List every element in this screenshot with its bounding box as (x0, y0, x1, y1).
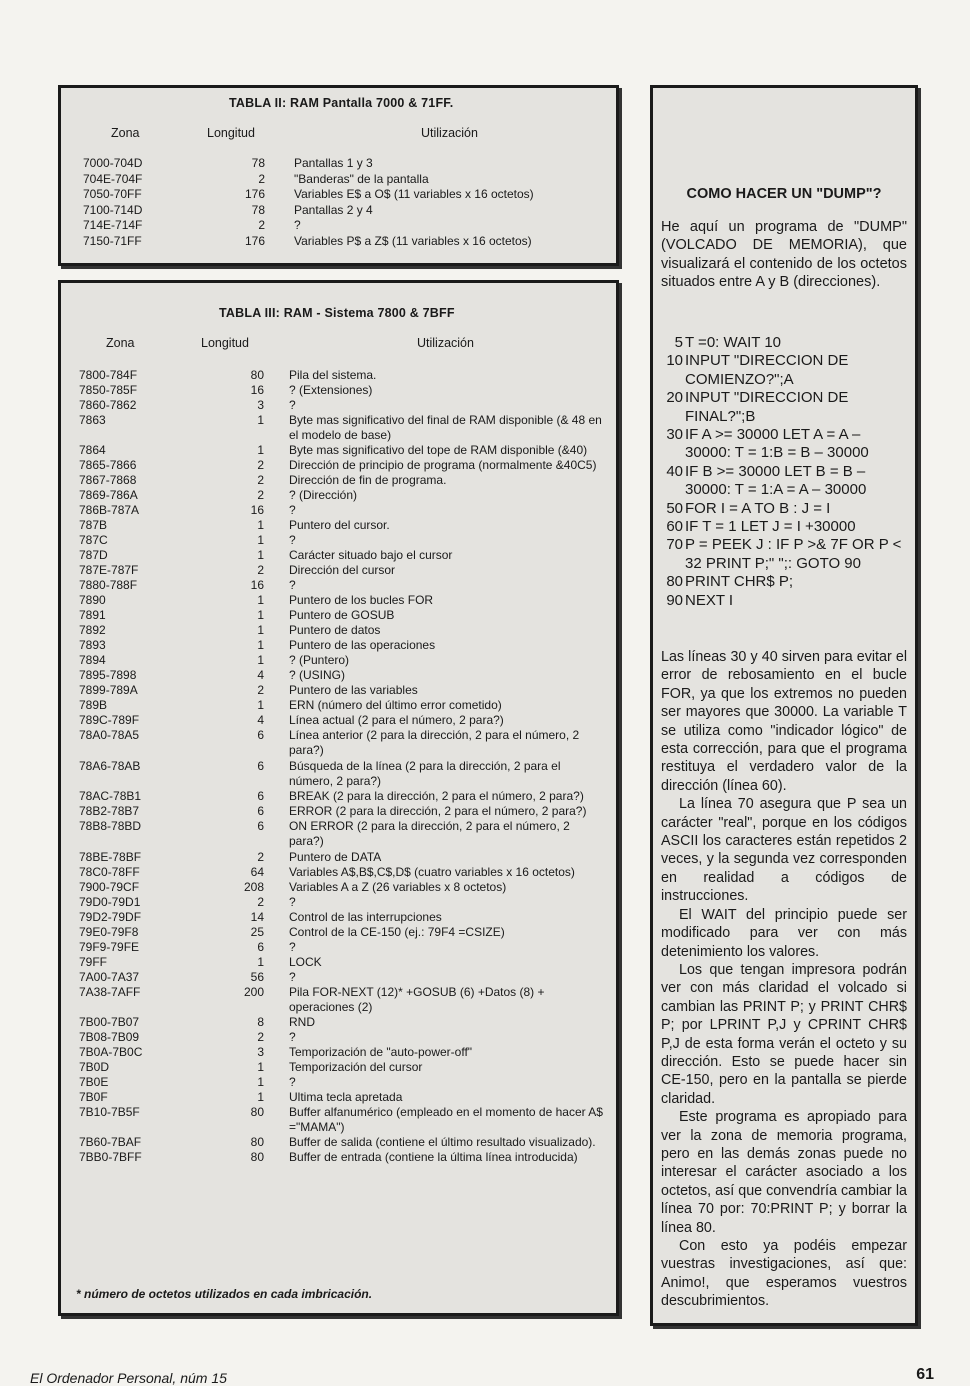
table-row (61, 984, 611, 1014)
sidebar-paragraph: El WAIT del principio puede ser modificado para ver con más detenimiento los valores. (661, 906, 907, 960)
row-utilizacion: ON ERROR (2 para la dirección, 2 para el número, 2 para?) (289, 819, 570, 849)
row-longitud: 3 (257, 398, 264, 412)
row-utilizacion: Línea actual (2 para el número, 2 para?) (289, 713, 504, 728)
row-longitud: 78 (251, 202, 265, 217)
row-utilizacion: Buffer de entrada (contiene la última línea introducida) (289, 1150, 578, 1165)
code-line-text: T =0: WAIT 10 (685, 334, 782, 351)
row-zona: 79FF (79, 954, 108, 969)
row-zona: 7100-714D (83, 202, 143, 217)
code-line-text: P = PEEK J : IF P >& 7F OR P < 32 PRINT P;" ";: GOTO 90 (685, 536, 902, 572)
table-row (61, 1075, 611, 1090)
row-zona: 789C-789F (79, 713, 140, 728)
table-row (61, 156, 611, 171)
row-longitud: 80 (250, 1135, 264, 1150)
row-longitud: 4 (257, 668, 264, 683)
row-longitud: 6 (257, 804, 264, 819)
row-utilizacion: ? (Dirección) (289, 488, 358, 503)
code-line (661, 389, 907, 426)
code-line-text: INPUT "DIRECCION DE FINAL?";B (685, 389, 849, 425)
row-utilizacion: Puntero de GOSUB (289, 608, 395, 623)
table-row (61, 1150, 611, 1165)
row-longitud: 2 (257, 473, 264, 488)
row-utilizacion: ? (294, 218, 301, 232)
row-zona: 7B0A-7B0C (79, 1045, 143, 1059)
row-utilizacion: Pila FOR-NEXT (12)* +GOSUB (6) +Datos (8) + operaciones (2) (289, 984, 545, 1014)
row-utilizacion: Byte mas significativo del final de RAM disponible (& 48 en el modelo de base) (289, 413, 602, 442)
basic-code-listing (661, 334, 907, 610)
row-zona: 787D (79, 548, 108, 563)
sidebar-body (661, 648, 907, 1311)
row-utilizacion: Buffer alfanumérico (empleado en el momento de hacer A$ ="MAMA") (289, 1105, 603, 1134)
table-row (61, 488, 611, 503)
magazine-footer: El Ordenador Personal, núm 15 (30, 1370, 227, 1386)
row-zona: 7864 (79, 443, 106, 458)
table-2-header-longitud: Longitud (207, 126, 255, 140)
row-longitud: 2 (257, 894, 264, 909)
row-zona: 7A38-7AFF (79, 984, 141, 999)
row-longitud: 3 (257, 1045, 264, 1059)
table-row (61, 1090, 611, 1105)
row-zona: 79E0-79F8 (79, 924, 139, 939)
row-longitud: 1 (257, 608, 264, 623)
table-row (61, 533, 611, 548)
table-row (61, 758, 611, 788)
code-line (661, 352, 907, 389)
table-row (61, 578, 611, 593)
row-longitud: 6 (257, 789, 264, 804)
row-utilizacion: Temporización de "auto-power-off" (289, 1045, 473, 1059)
table-row (61, 895, 611, 910)
code-line-number: 20 (666, 389, 683, 407)
row-longitud: 4 (257, 713, 264, 728)
row-zona: 7150-71FF (83, 233, 142, 248)
row-utilizacion: ? (Extensiones) (289, 383, 373, 397)
table-row (61, 593, 611, 608)
table-row (61, 865, 611, 880)
row-zona: 78AC-78B1 (79, 789, 142, 804)
row-longitud: 56 (250, 969, 264, 984)
row-longitud: 78 (251, 156, 265, 170)
table-row (61, 413, 611, 442)
row-longitud: 176 (244, 233, 265, 248)
row-utilizacion: "Banderas" de la pantalla (294, 171, 429, 186)
code-line-number: 70 (666, 536, 683, 554)
code-line (661, 426, 907, 463)
table-row (61, 473, 611, 488)
row-longitud: 16 (250, 383, 264, 397)
table-row (61, 668, 611, 683)
row-longitud: 6 (257, 758, 264, 773)
row-zona: 7867-7868 (79, 473, 137, 488)
row-longitud: 14 (250, 909, 264, 924)
table-row (61, 804, 611, 819)
row-utilizacion: Variables A$,B$,C$,D$ (cuatro variables x 16 octetos) (289, 864, 575, 879)
code-line-number: 60 (666, 518, 683, 536)
table-2-header-zona: Zona (111, 126, 140, 140)
row-utilizacion: Puntero del cursor. (289, 518, 390, 533)
code-line (661, 334, 907, 352)
row-longitud: 64 (250, 864, 264, 879)
row-utilizacion: Dirección de fin de programa. (289, 473, 447, 488)
row-utilizacion: BREAK (2 para la dirección, 2 para el número, 2 para?) (289, 789, 584, 804)
row-zona: 7000-704D (83, 156, 143, 170)
table-row (61, 910, 611, 925)
code-line-number: 40 (666, 462, 683, 480)
row-zona: 7BB0-7BFF (79, 1150, 142, 1165)
row-zona: 7B60-7BAF (79, 1135, 142, 1150)
row-utilizacion: ? (289, 1030, 296, 1044)
row-longitud: 176 (244, 187, 265, 201)
row-utilizacion: Variables A a Z (26 variables x 8 octetos) (289, 879, 507, 894)
row-utilizacion: Control de las interrupciones (289, 909, 442, 924)
table-row (61, 503, 611, 518)
table-row (61, 368, 611, 383)
table-row (61, 970, 611, 985)
table-row (61, 608, 611, 623)
table-3-header-zona: Zona (106, 336, 135, 350)
table-row (61, 383, 611, 398)
row-zona: 7900-79CF (79, 879, 140, 894)
row-longitud: 80 (250, 1105, 264, 1119)
code-line-text: FOR I = A TO B : J = I (685, 499, 831, 517)
row-longitud: 1 (257, 533, 264, 548)
row-longitud: 1 (257, 443, 264, 458)
row-utilizacion: ERROR (2 para la dirección, 2 para el número, 2 para?) (289, 804, 587, 819)
row-longitud: 1 (257, 518, 264, 533)
row-utilizacion: ? (289, 969, 296, 984)
row-zona: 789B (79, 698, 108, 713)
row-longitud: 1 (257, 1090, 264, 1104)
row-zona: 787E-787F (79, 563, 139, 578)
row-longitud: 6 (257, 819, 264, 834)
row-utilizacion: Control de la CE-150 (ej.: 79F4 =CSIZE) (289, 924, 505, 939)
row-longitud: 1 (257, 413, 264, 427)
table-3-header-longitud: Longitud (201, 336, 249, 350)
row-longitud: 80 (250, 368, 264, 382)
sidebar-paragraph: Este programa es apropiado para ver la zona de memoria programa, pero en las demás zonas puede no interesar el carácter asociado a los octetos, así que convendría cambiar la línea 70 por: 70:PRINT P; y borrar la línea 80. (661, 1109, 907, 1236)
table-row (61, 819, 611, 849)
table-3-header-uso: Utilización (417, 336, 474, 350)
row-longitud: 2 (257, 1030, 264, 1044)
table-row (61, 653, 611, 668)
row-utilizacion: ? (289, 578, 296, 593)
table-row (61, 1060, 611, 1075)
table-row (61, 518, 611, 533)
table-row (61, 1045, 611, 1060)
row-utilizacion: ERN (número del último error cometido) (289, 698, 502, 713)
code-line (661, 518, 907, 536)
row-longitud: 2 (258, 218, 265, 232)
table-row (61, 172, 611, 187)
table-row (61, 955, 611, 970)
table-row (61, 623, 611, 638)
row-longitud: 2 (257, 563, 264, 578)
row-zona: 7860-7862 (79, 398, 137, 412)
row-utilizacion: Puntero de las operaciones (289, 638, 436, 653)
row-longitud: 2 (257, 683, 264, 698)
row-zona: 7869-786A (79, 488, 138, 503)
table-row (61, 563, 611, 578)
code-line-number: 30 (666, 426, 683, 444)
row-longitud: 2 (258, 171, 265, 186)
row-utilizacion: ? (289, 398, 296, 412)
table-row (61, 443, 611, 458)
row-longitud: 1 (257, 623, 264, 638)
code-line (661, 463, 907, 500)
table-row (61, 880, 611, 895)
row-utilizacion: Puntero de datos (289, 623, 381, 638)
sidebar-paragraph: Las líneas 30 y 40 sirven para evitar el error de rebosamiento en el bucle FOR, ya que los extremos no pueden ser mayores que 30000. La variable T se utiliza como "indicador lógico" de esta corrección, para que el programa restituya el verdadero valor de la dirección (línea 60). (661, 649, 907, 794)
code-line-number: 5 (674, 334, 683, 351)
row-utilizacion: Línea anterior (2 para la dirección, 2 para el número, 2 para?) (289, 728, 580, 758)
row-zona: 78B2-78B7 (79, 804, 140, 819)
row-zona: 78B8-78BD (79, 819, 142, 834)
table-row (61, 1030, 611, 1045)
code-line-text: NEXT I (685, 591, 734, 609)
code-line (661, 536, 907, 573)
code-line (661, 592, 907, 610)
row-zona: 7B08-7B09 (79, 1030, 140, 1044)
row-zona: 7899-789A (79, 683, 138, 698)
row-utilizacion: ? (Puntero) (289, 653, 350, 668)
row-longitud: 1 (257, 1060, 264, 1074)
row-zona: 7A00-7A37 (79, 969, 140, 984)
row-utilizacion: Dirección del cursor (289, 563, 396, 578)
row-utilizacion: Puntero de los bucles FOR (289, 593, 434, 608)
row-zona: 7894 (79, 653, 106, 668)
row-longitud: 208 (243, 879, 264, 894)
row-utilizacion: Ultima tecla apretada (289, 1090, 403, 1104)
row-zona: 7863 (79, 413, 106, 427)
code-line-number: 80 (666, 573, 683, 591)
table-row (61, 683, 611, 698)
row-longitud: 6 (257, 939, 264, 954)
row-zona: 7850-785F (79, 383, 138, 397)
table-row (61, 728, 611, 758)
row-utilizacion: ? (USING) (289, 668, 346, 683)
table-row (61, 789, 611, 804)
row-utilizacion: ? (289, 1075, 296, 1089)
row-utilizacion: Dirección de principio de programa (normalmente &40C5) (289, 458, 597, 473)
table-row (61, 638, 611, 653)
row-zona: 7890 (79, 593, 106, 608)
row-utilizacion: Variables P$ a Z$ (11 variables x 16 octetos) (294, 233, 532, 248)
dump-sidebar (650, 85, 918, 1326)
row-zona: 7895-7898 (79, 668, 137, 683)
table-3-footnote: * número de octetos utilizados en cada imbricación. (76, 1287, 373, 1301)
table-row (61, 698, 611, 713)
row-longitud: 8 (257, 1015, 264, 1029)
table-row (61, 1015, 611, 1030)
table-row (61, 940, 611, 955)
row-utilizacion: Temporización del cursor (289, 1060, 423, 1074)
table-2-title: TABLA II: RAM Pantalla 7000 & 71FF. (229, 96, 454, 110)
row-utilizacion: Puntero de las variables (289, 683, 418, 698)
table-2 (58, 85, 619, 266)
row-zona: 704E-704F (83, 171, 143, 186)
row-longitud: 6 (257, 728, 264, 743)
sidebar-heading: COMO HACER UN "DUMP"? (686, 186, 882, 202)
row-zona: 7B0D (79, 1060, 110, 1074)
row-zona: 787C (79, 533, 108, 548)
row-longitud: 1 (257, 698, 264, 713)
table-3 (58, 280, 619, 1316)
row-zona: 79D2-79DF (79, 909, 142, 924)
table-row (61, 713, 611, 728)
code-line-text: PRINT CHR$ P; (685, 573, 794, 591)
row-longitud: 1 (257, 1075, 264, 1089)
row-zona: 79F9-79FE (79, 939, 140, 954)
row-longitud: 2 (257, 849, 264, 864)
row-longitud: 25 (250, 924, 264, 939)
row-longitud: 16 (250, 578, 264, 593)
table-row (61, 398, 611, 413)
code-line-text: IF A >= 30000 LET A = A – 30000: T = 1:B = B – 30000 (685, 426, 869, 462)
row-utilizacion: Buffer de salida (contiene el último resultado visualizado). (289, 1135, 596, 1150)
code-line-text: IF T = 1 LET J = I +30000 (685, 518, 856, 536)
row-utilizacion: Pila del sistema. (289, 368, 377, 382)
row-zona: 7893 (79, 638, 106, 653)
row-longitud: 1 (257, 548, 264, 563)
table-row (61, 458, 611, 473)
table-row (61, 187, 611, 202)
row-zona: 78A6-78AB (79, 758, 141, 773)
row-zona: 7B00-7B07 (79, 1015, 140, 1029)
row-zona: 78C0-78FF (79, 864, 140, 879)
row-utilizacion: ? (289, 533, 296, 548)
row-utilizacion: ? (289, 503, 296, 518)
row-zona: 7892 (79, 623, 106, 638)
row-zona: 78A0-78A5 (79, 728, 140, 743)
row-longitud: 16 (250, 503, 264, 518)
code-line-text: IF B >= 30000 LET B = B – 30000: T = 1:A = A – 30000 (685, 462, 867, 499)
sidebar-intro: He aquí un programa de "DUMP" (VOLCADO DE MEMORIA), que visualizará el contenido de los octetos situados entre A y B (direcciones). (661, 219, 907, 291)
code-line (661, 573, 907, 591)
table-row (61, 1135, 611, 1150)
table-row (61, 1105, 611, 1134)
row-utilizacion: Puntero de DATA (289, 849, 382, 864)
row-utilizacion: RND (289, 1015, 315, 1029)
table-row (61, 234, 611, 249)
sidebar-paragraph: Con esto ya podéis empezar vuestras investigaciones, así que: Animo!, que esperamos vuestros descubrimientos. (661, 1238, 907, 1310)
row-utilizacion: LOCK (289, 954, 322, 969)
sidebar-paragraph: La línea 70 asegura que P sea un carácter "real", porque en los códigos ASCII los caracteres están repetidos 2 veces, y la segunda vez corresponden en realidad a códigos de instrucciones. (661, 796, 907, 905)
code-line-number: 10 (666, 352, 683, 370)
code-line (661, 500, 907, 518)
row-utilizacion: ? (289, 939, 296, 954)
row-zona: 7800-784F (79, 368, 138, 382)
row-zona: 7B0F (79, 1090, 108, 1104)
row-zona: 7891 (79, 608, 106, 623)
table-row (61, 925, 611, 940)
row-longitud: 1 (257, 653, 264, 668)
row-zona: 714E-714F (83, 218, 143, 232)
code-line-text: INPUT "DIRECCION DE COMIENZO?";A (685, 352, 849, 388)
table-row (61, 548, 611, 563)
table-3-title: TABLA III: RAM - Sistema 7800 & 7BFF (219, 306, 455, 320)
page-number: 61 (916, 1366, 934, 1383)
row-zona: 7B10-7B5F (79, 1105, 140, 1119)
row-utilizacion: Pantallas 2 y 4 (294, 202, 373, 217)
row-utilizacion: Búsqueda de la línea (2 para la dirección, 2 para el número, 2 para?) (289, 758, 561, 788)
row-zona: 78BE-78BF (79, 849, 142, 864)
table-2-header-uso: Utilización (421, 126, 478, 140)
table-row (61, 218, 611, 233)
row-utilizacion: Variables E$ a O$ (11 variables x 16 octetos) (294, 187, 534, 201)
row-zona: 7050-70FF (83, 187, 142, 201)
table-row (61, 203, 611, 218)
row-longitud: 1 (257, 638, 264, 653)
table-row (61, 850, 611, 865)
code-line-number: 90 (666, 591, 683, 609)
row-zona: 786B-787A (79, 503, 140, 518)
row-longitud: 1 (257, 954, 264, 969)
row-longitud: 1 (257, 593, 264, 608)
row-zona: 787B (79, 518, 108, 533)
row-zona: 7880-788F (79, 578, 138, 593)
row-zona: 7865-7866 (79, 458, 137, 473)
row-longitud: 200 (243, 984, 264, 999)
row-zona: 7B0E (79, 1075, 109, 1089)
row-utilizacion: Pantallas 1 y 3 (294, 156, 373, 170)
sidebar-paragraph: Los que tengan impresora podrán ver con más claridad el volcado si cambian las PRINT P; y PRINT CHR$ P; por LPRINT P,J y CPRINT CHR$ P,J de esta forma verán el octeto y su dirección. Esto se puede hacer sin CE-150, pero en la pantalla se pierde claridad. (661, 961, 907, 1107)
row-longitud: 2 (257, 458, 264, 473)
row-longitud: 2 (257, 488, 264, 503)
row-longitud: 80 (250, 1150, 264, 1165)
row-utilizacion: Byte mas significativo del tope de RAM disponible (&40) (289, 443, 588, 458)
row-zona: 79D0-79D1 (79, 894, 141, 909)
row-utilizacion: Carácter situado bajo el cursor (289, 548, 453, 563)
code-line-number: 50 (666, 499, 683, 517)
row-utilizacion: ? (289, 894, 296, 909)
